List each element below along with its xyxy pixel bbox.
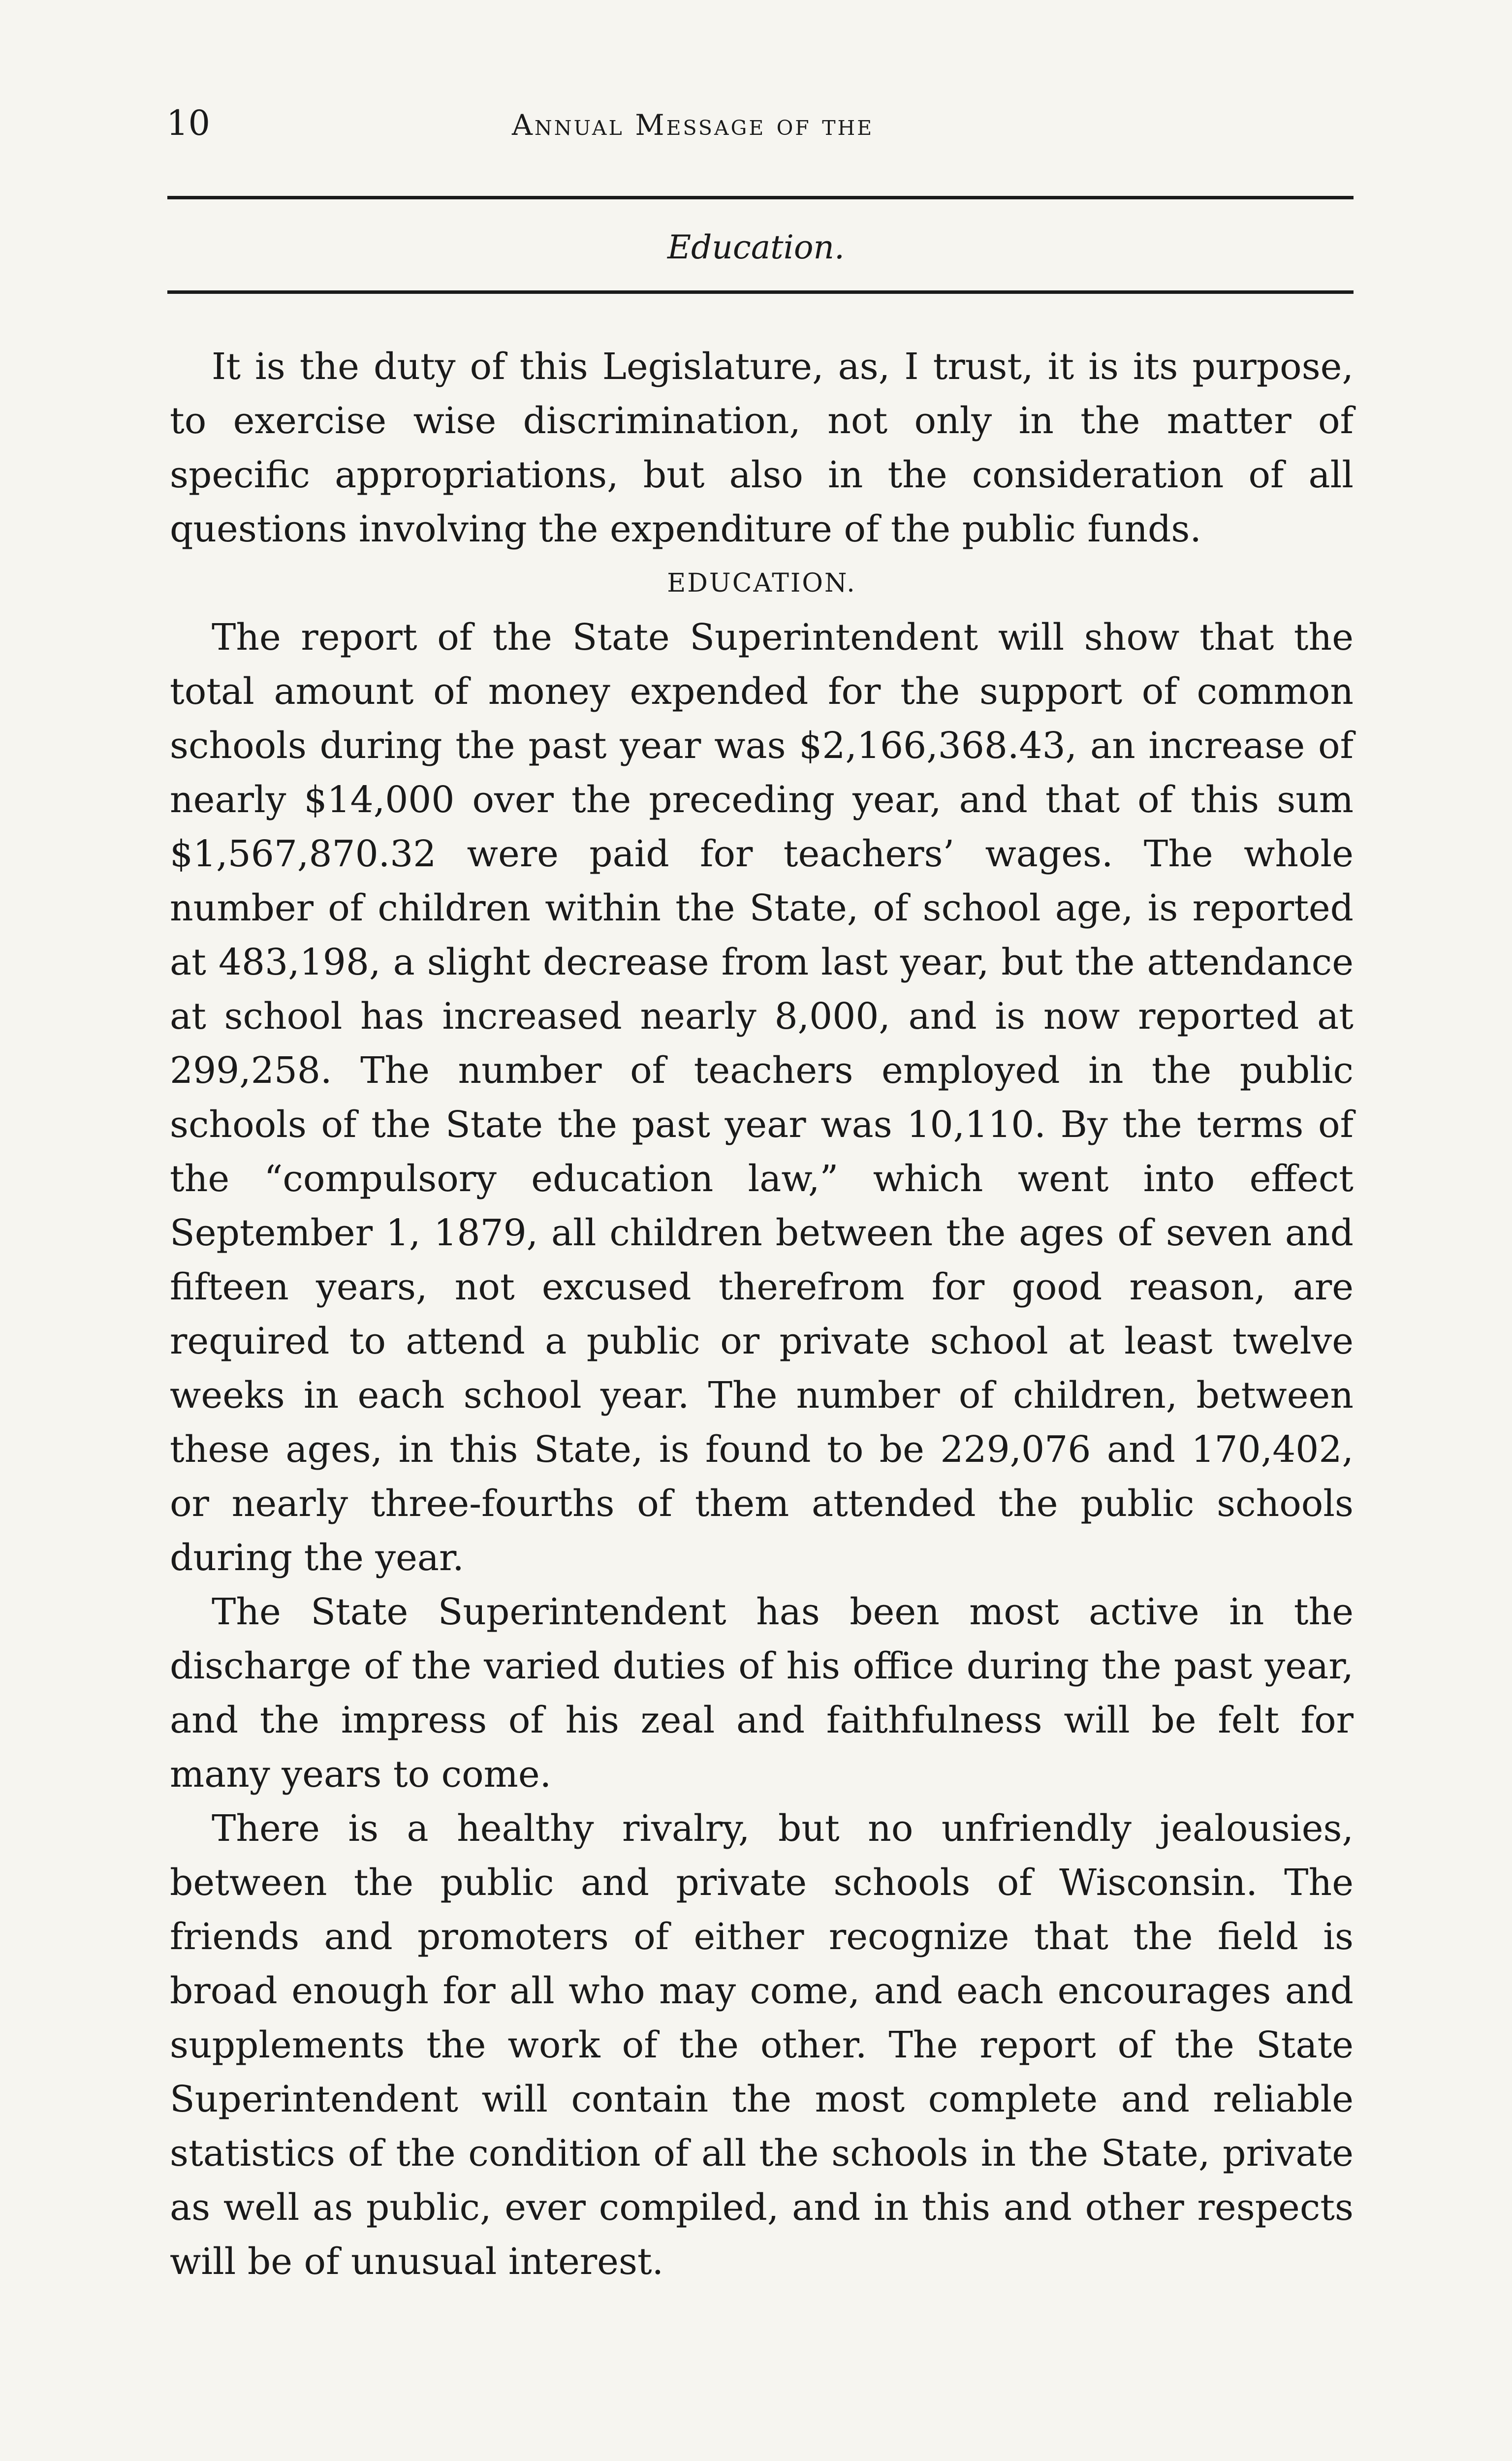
- body-text: [170, 340, 1354, 2289]
- paragraph: It is the duty of this Legislature, as, I trust, it is its purpose, to exercise wise discrimination, not only in the matter of specific appropriations, but also in the consideration of all questions involving the expenditure of the public funds.: [170, 346, 1354, 550]
- header-rule-top: [167, 196, 1354, 199]
- paragraph: There is a healthy rivalry, but no unfriendly jealousies, between the public and private schools of Wisconsin. The friends and promoters of either recognize that the field is broad enough for all who may come, and each encourages and supplements the work of the other. The report of the State Superintendent will contain the most complete and reliable statistics of the condition of all the schools in the State, private as well as public, ever compiled, and in this and other respects will be of unusual interest.: [170, 1807, 1354, 2283]
- header-rule-bottom: [167, 290, 1354, 294]
- subheading: EDUCATION.: [667, 568, 856, 598]
- page-number: 10: [166, 103, 211, 143]
- section-heading: Education.: [667, 228, 845, 266]
- paragraph: The report of the State Superintendent will show that the total amount of money expended for the support of common schools during the past year was $2,166,368.43, an increase of nearly $14,000 over the preceding year, and that of this sum $1,567,870.32 were paid for teachers’ wages. The whole number of children within the State, of school age, is reported at 483,198, a slight decrease from last year, but the attendance at school has increased nearly 8,000, and is now reported at 299,258. The number of teachers employed in the public schools of the State the past year was 10,110. By the terms of the “compulsory education law,” which went into effect September 1, 1879, all children between the ages of seven and fifteen years, not excused therefrom for good reason, are required to attend a public or private school at least twelve weeks in each school year. The number of children, between these ages, in this State, is found to be 229,076 and 170,402, or nearly three-fourths of them attended the public schools during the year.: [170, 616, 1354, 1579]
- paragraph: The State Superintendent has been most active in the discharge of the varied duties of his office during the past year, and the impress of his zeal and faithfulness will be felt for many years to come.: [170, 1591, 1354, 1796]
- running-head: Annual Message of the: [512, 108, 874, 142]
